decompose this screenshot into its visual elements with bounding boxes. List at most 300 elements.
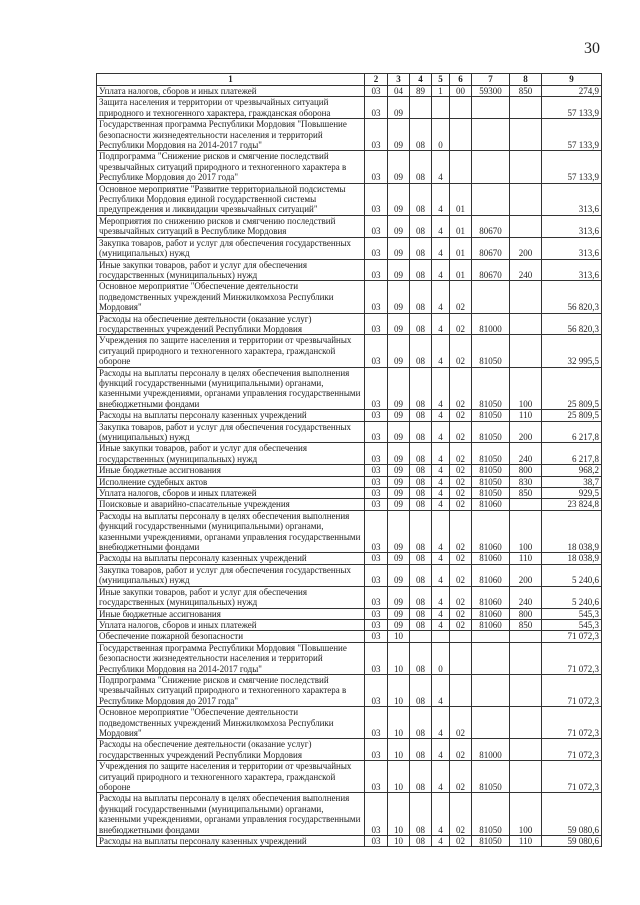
expense-type-code: 100 [510,793,542,836]
table-row [97,183,602,215]
direction-code: 59300 [472,86,510,97]
section-code: 03 [365,674,388,706]
row-description: Основное мероприятие "Обеспечение деятельности подведомственных учреждений Минжилкомхоза Республики Мордовия" [97,707,365,739]
row-description: Расходы на выплаты персоналу в целях обеспечения выполнения функций государственными (муниципальными) органами, казенными учреждениями, органами управления государственными внебюджетными фондами [97,793,365,836]
row-description: Расходы на выплаты персоналу казенных учреждений [97,553,365,564]
direction-code: 81060 [472,619,510,630]
row-amount: 71 072,3 [542,631,602,642]
table-row [97,237,602,259]
section-code: 03 [365,237,388,259]
subprogram-code [432,631,450,642]
activity-code: 01 [450,237,472,259]
section-code: 03 [365,259,388,281]
program-code: 08 [410,443,432,465]
subprogram-code: 4 [432,674,450,706]
program-code: 08 [410,421,432,443]
activity-code: 02 [450,476,472,487]
expense-type-code [510,739,542,761]
program-code: 08 [410,488,432,499]
header-cell: 4 [410,74,432,86]
header-cell: 1 [97,74,365,86]
subsection-code: 10 [388,707,410,739]
direction-code: 81050 [472,488,510,499]
expense-type-code [510,631,542,642]
activity-code: 02 [450,619,472,630]
activity-code: 02 [450,410,472,421]
program-code [410,97,432,119]
subprogram-code: 4 [432,259,450,281]
direction-code: 81060 [472,608,510,619]
section-code: 03 [365,631,388,642]
section-code: 03 [365,793,388,836]
activity-code: 02 [450,739,472,761]
subsection-code: 09 [388,619,410,630]
table-body [97,86,602,847]
section-code: 03 [365,488,388,499]
subsection-code: 09 [388,476,410,487]
activity-code [450,642,472,674]
section-code: 03 [365,313,388,335]
subprogram-code: 4 [432,421,450,443]
expense-type-code: 110 [510,553,542,564]
row-amount: 71 072,3 [542,642,602,674]
direction-code: 81000 [472,313,510,335]
subsection-code: 09 [388,410,410,421]
header-cell: 8 [510,74,542,86]
expense-type-code: 200 [510,237,542,259]
table-row [97,259,602,281]
subprogram-code: 4 [432,553,450,564]
program-code: 08 [410,335,432,367]
row-description: Расходы на выплаты персоналу в целях обеспечения выполнения функций государственными (муниципальными) органами, казенными учреждениями, органами управления государственными внебюджетными фондами [97,510,365,553]
activity-code: 00 [450,86,472,97]
row-amount: 59 080,6 [542,836,602,847]
subprogram-code: 4 [432,793,450,836]
direction-code: 81060 [472,564,510,586]
section-code: 03 [365,335,388,367]
expense-type-code: 240 [510,443,542,465]
subprogram-code: 4 [432,707,450,739]
header-cell: 2 [365,74,388,86]
program-code: 08 [410,281,432,313]
activity-code: 02 [450,499,472,510]
program-code: 08 [410,510,432,553]
row-description: Закупка товаров, работ и услуг для обеспечения государственных (муниципальных) нужд [97,421,365,443]
table-row [97,499,602,510]
section-code: 03 [365,608,388,619]
subprogram-code: 4 [432,465,450,476]
expense-type-code [510,761,542,793]
program-code: 08 [410,237,432,259]
subprogram-code: 4 [432,410,450,421]
row-description: Закупка товаров, работ и услуг для обеспечения государственных (муниципальных) нужд [97,564,365,586]
program-code [410,631,432,642]
subprogram-code: 4 [432,476,450,487]
subsection-code: 09 [388,367,410,410]
row-amount: 32 995,5 [542,335,602,367]
table-row [97,443,602,465]
section-code: 03 [365,553,388,564]
subsection-code: 10 [388,793,410,836]
program-code: 08 [410,367,432,410]
activity-code: 02 [450,586,472,608]
program-code: 89 [410,86,432,97]
header-cell: 6 [450,74,472,86]
program-code: 08 [410,553,432,564]
expense-type-code: 200 [510,564,542,586]
activity-code: 02 [450,313,472,335]
row-description: Государственная программа Республики Мордовия "Повышение безопасности жизнедеятельности населения и территорий Республики Мордовия на 2014-2017 годы" [97,119,365,151]
direction-code: 81050 [472,476,510,487]
table-row [97,421,602,443]
row-description: Иные бюджетные ассигнования [97,608,365,619]
expense-type-code [510,183,542,215]
table-row [97,465,602,476]
row-description: Расходы на выплаты персоналу в целях обеспечения выполнения функций государственными (муниципальными) органами, казенными учреждениями, органами управления государственными внебюджетными фондами [97,367,365,410]
table-row [97,97,602,119]
subsection-code: 09 [388,499,410,510]
direction-code [472,119,510,151]
row-description: Расходы на выплаты персоналу казенных учреждений [97,836,365,847]
section-code: 03 [365,836,388,847]
section-code: 03 [365,97,388,119]
subsection-code: 09 [388,564,410,586]
subprogram-code: 4 [432,608,450,619]
table-row [97,215,602,237]
direction-code [472,151,510,183]
subprogram-code: 4 [432,739,450,761]
row-description: Иные закупки товаров, работ и услуг для обеспечения государственных (муниципальных) нужд [97,259,365,281]
activity-code [450,151,472,183]
subprogram-code: 0 [432,642,450,674]
program-code: 08 [410,183,432,215]
row-description: Расходы на обеспечение деятельности (оказание услуг) государственных учреждений Республики Мордовия [97,739,365,761]
expense-type-code: 850 [510,619,542,630]
row-amount: 57 133,9 [542,151,602,183]
program-code: 08 [410,608,432,619]
row-description: Иные бюджетные ассигнования [97,465,365,476]
section-code: 03 [365,443,388,465]
program-code: 08 [410,215,432,237]
subsection-code: 09 [388,553,410,564]
row-description: Учреждения по защите населения и территории от чрезвычайных ситуаций природного и техногенного характера, гражданской обороне [97,761,365,793]
table-row [97,86,602,97]
expense-type-code [510,335,542,367]
subsection-code: 09 [388,183,410,215]
subprogram-code: 4 [432,488,450,499]
subprogram-code: 4 [432,564,450,586]
row-amount: 71 072,3 [542,761,602,793]
program-code: 08 [410,119,432,151]
row-description: Закупка товаров, работ и услуг для обеспечения государственных (муниципальных) нужд [97,237,365,259]
expense-type-code: 800 [510,465,542,476]
row-amount: 313,6 [542,215,602,237]
row-description: Обеспечение пожарной безопасности [97,631,365,642]
program-code: 08 [410,313,432,335]
section-code: 03 [365,119,388,151]
expense-type-code [510,215,542,237]
section-code: 03 [365,410,388,421]
row-amount: 968,2 [542,465,602,476]
row-amount: 313,6 [542,237,602,259]
program-code: 08 [410,642,432,674]
expense-type-code [510,97,542,119]
expense-type-code: 110 [510,836,542,847]
row-amount: 545,3 [542,619,602,630]
section-code: 03 [365,586,388,608]
subprogram-code: 4 [432,761,450,793]
row-description: Уплата налогов, сборов и иных платежей [97,488,365,499]
expense-type-code: 850 [510,86,542,97]
activity-code [450,97,472,119]
direction-code: 81050 [472,443,510,465]
expense-type-code [510,313,542,335]
subsection-code: 09 [388,215,410,237]
activity-code: 02 [450,335,472,367]
row-amount: 57 133,9 [542,97,602,119]
direction-code: 81050 [472,367,510,410]
table-row [97,793,602,836]
row-description: Иные закупки товаров, работ и услуг для обеспечения государственных (муниципальных) нужд [97,443,365,465]
activity-code: 02 [450,707,472,739]
row-description: Основное мероприятие "Развитие территориальной подсистемы Республики Мордовия единой государственной системы предупреждения и ликвидации чрезвычайных ситуаций" [97,183,365,215]
header-cell: 7 [472,74,510,86]
expense-type-code: 240 [510,259,542,281]
subsection-code: 09 [388,119,410,151]
expense-type-code: 200 [510,421,542,443]
activity-code: 02 [450,281,472,313]
subprogram-code: 4 [432,586,450,608]
expense-type-code [510,707,542,739]
table-row [97,642,602,674]
row-description: Расходы на обеспечение деятельности (оказание услуг) государственных учреждений Республики Мордовия [97,313,365,335]
row-description: Иные закупки товаров, работ и услуг для обеспечения государственных (муниципальных) нужд [97,586,365,608]
row-description: Уплата налогов, сборов и иных платежей [97,619,365,630]
budget-table [96,73,602,847]
activity-code: 01 [450,259,472,281]
subsection-code: 10 [388,739,410,761]
row-amount: 38,7 [542,476,602,487]
subsection-code: 09 [388,510,410,553]
subsection-code: 04 [388,86,410,97]
row-amount: 56 820,3 [542,281,602,313]
subprogram-code: 4 [432,335,450,367]
section-code: 03 [365,619,388,630]
row-amount: 25 809,5 [542,410,602,421]
page-number: 30 [584,40,600,57]
activity-code: 02 [450,608,472,619]
row-description: Учреждения по защите населения и территории от чрезвычайных ситуаций природного и техногенного характера, гражданской обороне [97,335,365,367]
direction-code [472,97,510,119]
direction-code: 81060 [472,553,510,564]
row-description: Защита населения и территории от чрезвычайных ситуаций природного и техногенного характера, гражданская оборона [97,97,365,119]
activity-code: 02 [450,564,472,586]
activity-code: 02 [450,553,472,564]
subprogram-code: 4 [432,151,450,183]
subprogram-code: 4 [432,237,450,259]
row-amount: 57 133,9 [542,119,602,151]
subprogram-code: 4 [432,836,450,847]
row-amount: 71 072,3 [542,707,602,739]
table-row [97,739,602,761]
table-row [97,281,602,313]
subsection-code: 09 [388,465,410,476]
program-code: 08 [410,761,432,793]
row-amount: 71 072,3 [542,739,602,761]
program-code: 08 [410,707,432,739]
row-amount: 5 240,6 [542,586,602,608]
row-description: Мероприятия по снижению рисков и смягчению последствий чрезвычайных ситуаций в Республике Мордовия [97,215,365,237]
subsection-code: 10 [388,761,410,793]
subsection-code: 09 [388,259,410,281]
subsection-code: 10 [388,642,410,674]
section-code: 03 [365,367,388,410]
activity-code [450,631,472,642]
table-row [97,476,602,487]
expense-type-code [510,499,542,510]
table-row [97,564,602,586]
direction-code: 81050 [472,421,510,443]
section-code: 03 [365,739,388,761]
row-amount: 18 038,9 [542,553,602,564]
expense-type-code: 100 [510,510,542,553]
section-code: 03 [365,510,388,553]
direction-code [472,631,510,642]
subsection-code: 09 [388,586,410,608]
subsection-code: 09 [388,237,410,259]
expense-type-code [510,119,542,151]
expense-type-code [510,151,542,183]
table-row [97,510,602,553]
activity-code: 02 [450,421,472,443]
table-row [97,586,602,608]
direction-code [472,183,510,215]
expense-type-code: 850 [510,488,542,499]
subsection-code: 09 [388,97,410,119]
section-code: 03 [365,564,388,586]
subprogram-code: 4 [432,510,450,553]
direction-code: 81050 [472,793,510,836]
direction-code: 81050 [472,410,510,421]
subprogram-code: 4 [432,367,450,410]
table-row [97,335,602,367]
subprogram-code: 0 [432,119,450,151]
section-code: 03 [365,476,388,487]
activity-code: 02 [450,465,472,476]
row-amount: 5 240,6 [542,564,602,586]
direction-code [472,674,510,706]
expense-type-code: 100 [510,367,542,410]
section-code: 03 [365,421,388,443]
direction-code [472,281,510,313]
row-amount: 71 072,3 [542,674,602,706]
subsection-code: 10 [388,674,410,706]
program-code: 08 [410,836,432,847]
program-code: 08 [410,499,432,510]
subsection-code: 09 [388,151,410,183]
direction-code: 81000 [472,739,510,761]
expense-type-code [510,642,542,674]
subprogram-code: 4 [432,619,450,630]
table-row [97,619,602,630]
direction-code: 81060 [472,510,510,553]
direction-code: 81050 [472,836,510,847]
program-code: 08 [410,259,432,281]
activity-code: 02 [450,793,472,836]
activity-code: 01 [450,215,472,237]
table-header-row [97,74,602,86]
expense-type-code [510,281,542,313]
row-amount: 545,3 [542,608,602,619]
row-amount: 929,5 [542,488,602,499]
subsection-code: 09 [388,313,410,335]
subprogram-code: 4 [432,183,450,215]
subsection-code: 09 [388,488,410,499]
direction-code: 80670 [472,237,510,259]
subsection-code: 09 [388,421,410,443]
section-code: 03 [365,707,388,739]
table-row [97,761,602,793]
program-code: 08 [410,739,432,761]
expense-type-code: 830 [510,476,542,487]
direction-code: 81050 [472,761,510,793]
subprogram-code: 4 [432,443,450,465]
row-amount: 23 824,8 [542,499,602,510]
section-code: 03 [365,761,388,793]
table-row [97,313,602,335]
expense-type-code: 240 [510,586,542,608]
row-amount: 6 217,8 [542,421,602,443]
direction-code: 81050 [472,335,510,367]
table-row [97,488,602,499]
row-description: Исполнение судебных актов [97,476,365,487]
subsection-code: 09 [388,443,410,465]
table-row [97,631,602,642]
table-row [97,119,602,151]
row-description: Поисковые и аварийно-спасательные учреждения [97,499,365,510]
direction-code: 80670 [472,215,510,237]
subsection-code: 09 [388,335,410,367]
expense-type-code [510,674,542,706]
section-code: 03 [365,465,388,476]
direction-code: 81050 [472,465,510,476]
table-row [97,151,602,183]
activity-code: 02 [450,836,472,847]
row-description: Основное мероприятие "Обеспечение деятельности подведомственных учреждений Минжилкомхоза Республики Мордовия" [97,281,365,313]
direction-code: 80670 [472,259,510,281]
activity-code: 02 [450,488,472,499]
subprogram-code [432,97,450,119]
row-description: Уплата налогов, сборов и иных платежей [97,86,365,97]
program-code: 08 [410,586,432,608]
program-code: 08 [410,410,432,421]
activity-code [450,119,472,151]
row-amount: 25 809,5 [542,367,602,410]
subprogram-code: 4 [432,313,450,335]
section-code: 03 [365,281,388,313]
subsection-code: 09 [388,281,410,313]
section-code: 03 [365,86,388,97]
subsection-code: 10 [388,631,410,642]
program-code: 08 [410,476,432,487]
table-row [97,608,602,619]
expense-type-code: 110 [510,410,542,421]
activity-code [450,674,472,706]
subprogram-code: 4 [432,281,450,313]
row-amount: 274,9 [542,86,602,97]
activity-code: 02 [450,367,472,410]
expense-type-code: 800 [510,608,542,619]
